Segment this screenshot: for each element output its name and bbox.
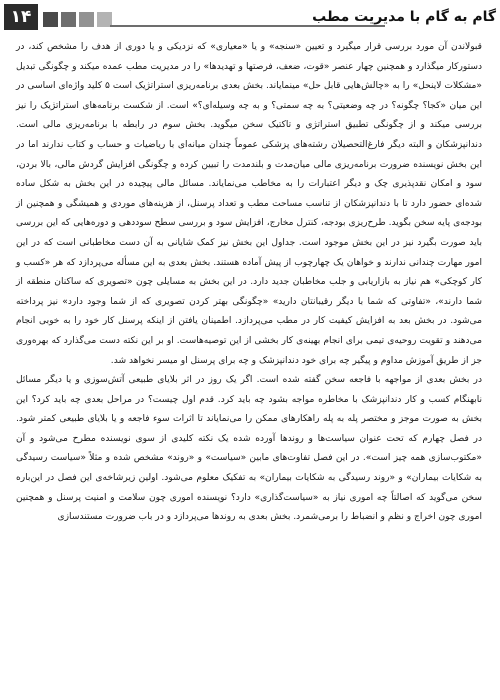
paragraph: در بخش بعدی از مواجهه با فاجعه سخن گفته شده است. اگر یک روز در اثر بلایای طبیعی آتش‌سوزی و یا دیگر مسائل نابهنگام کسب و کار دندانپزشک با مخاطره مواجه بشود چه باید کرد. قدم اول چیست؟ در مراحل بعدی چه باید کرد؟ این بخش به صورت موجز و مختصر پله به پله راهکارهای ممکن را می‌نمایاند تا اثرات سوء فاجعه و یا بلایای طبیعی کمتر شود. در فصل چهارم که تحت عنوان سیاست‌ها و روندها آورده شده یک نکته کلیدی از سوی نویسنده مطرح می‌شود و آن «مکتوب‌سازی همه چیز است». در این فصل تفاوت‌های مابین «سیاست» و «روند» مشخص شده و مثلاً «سیاست رسیدگی به شکایات بیماران» و «روند رسیدگی به شکایات بیماران» به تفکیک معلوم می‌شود. اولین زیرشاخه‌ی این فصل در این‌باره سخن می‌گوید که اصالتاً چه اموری نیاز به «سیاست‌گذاری» دارد؟ نویسنده اموری چون سلامت و امنیت پرسنل و همچنین اموری چون اخراج و نظم و انضباط را برمی‌شمرد. بخش بعدی به روندها می‌پردازد و در باب ضرورت مستندسازی [16,375,482,523]
header-square-2 [61,12,76,27]
header-square-3 [79,12,94,27]
body-text [16,38,482,528]
page-number: ۱۴ [4,4,38,30]
page-header [4,4,496,32]
header-square-1 [43,12,58,27]
paragraph: قبولاندن آن مورد بررسی قرار میگیرد و تعیین «سنجه» و یا «معیاری» که نزدیکی و یا دوری از هدف را مشخص کند، در دستورکار میگذارد و همچنین چهار عنصر «قوت، ضعف، فرصتها و تهدیدها» را در مدیریت مطب عمده میکند و چگونگی تبدیل «مشکلات لاینحل» را به «چالش‌هایی قابل حل» مینمایاند. بخش بعدی برنامه‌ریزی استراتژیک است ۵ کلید واژه‌ای اساسی در این میان «کجا؟ چگونه؟ در چه وضعیتی؟ به چه سمتی؟ و به چه وسیله‌ای؟» است. از شکست برنامه‌های استراتژیک را نیز بررسی میکند و از چگونگی تطبیق استراتژی و تاکتیک سخن میگوید. بخش سوم در رابطه با برنامه‌ریزی مالی است. دندانپزشکان و البته دیگر فارغ‌التحصیلان رشته‌های پزشکی عموماً چندان میانه‌ای با ریاضیات و حساب و کتاب ندارند اما در این بخش نویسنده ضرورت برنامه‌ریزی مالی میان‌مدت و بلندمدت را تبیین کرده و چگونگی افزایش گردش مالی، بالا بردن، سود و امکان نقدپذیری چک و دیگر اعتبارات را به مخاطب می‌نمایاند. مسائل مالی پیچیده در این بخش به شکل ساده شده‌ای حضور دارد تا با دندانپزشکان از تناسب مساحت مطب و تعداد پرسنل، از هزینه‌های موردی و همیشگی و همچنین از بودجه‌ی پایه سخن بگوید. طرح‌ریزی بودجه، کنترل مخارج، افزایش سود و بررسی سطح سوددهی و دوره‌هایی که این بررسی باید صورت بگیرد نیز در این بخش موجود است. جداول این بخش نیز کمک شایانی به آن دست مخاطبانی است که در این امور مهارت چندانی ندارند و خواهان یک چهارچوب از پیش آماده هستند. بخش بعدی به این مسأله می‌پردازد که هر «کسب و کار کوچکی» هم نیاز به بازاریابی و جلب مخاطبان جدید دارد. در این بخش به مسایلی چون «تصویری که ساکنان منطقه از شما دارند»، «تفاوتی که شما با دیگر رقیبانتان دارید» «چگونگی بهتر کردن تصویری که از شما وجود دارد» نیز پرداخته می‌شود. در بخش بعد به افزایش کیفیت کار در مطب می‌پردازد. اطمینان یافتن از اینکه پرسنل کار خود را به خوبی انجام می‌دهند و تقویت روحیه‌ی تیمی برای انجام بهینه‌ی کار بخشی از این توصیه‌هاست. او بر این نکته دست می‌گذارد که بهره‌وری جز از طریق آموزش مداوم و پیگیر چه برای خود دندانپزشک و چه برای پرسنل او میسر نخواهد شد. [16,42,482,366]
page-title: گام به گام با مدیریت مطب [312,9,496,25]
